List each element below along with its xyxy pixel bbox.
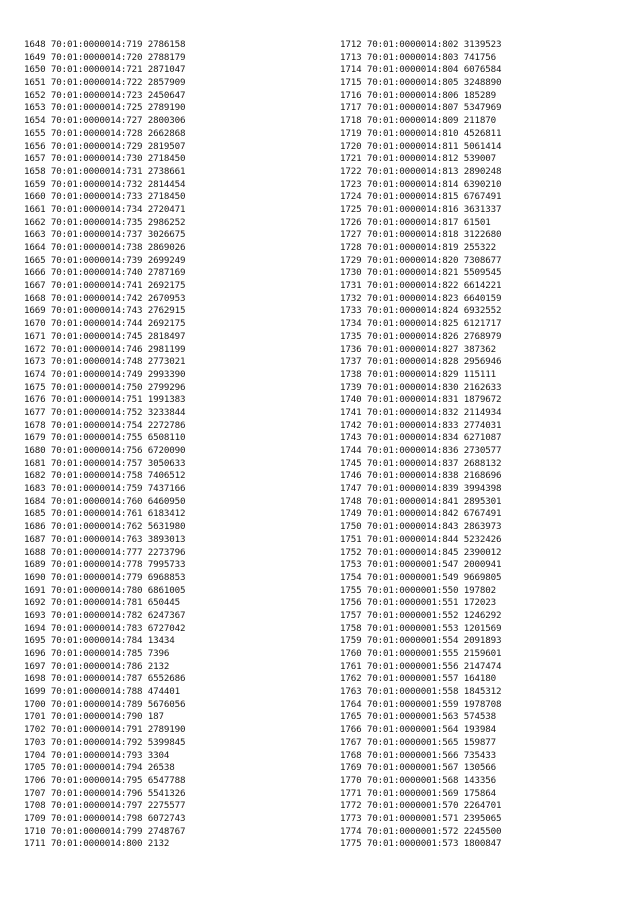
record-line: 1675 70:01:0000014:750 2799296 — [24, 381, 186, 393]
record-line: 1757 70:01:0000001:552 1246292 — [340, 609, 502, 621]
record-line: 1656 70:01:0000014:729 2819507 — [24, 140, 186, 152]
record-line: 1734 70:01:0000014:825 6121717 — [340, 318, 502, 330]
record-line: 1754 70:01:0000001:549 9669805 — [340, 571, 502, 583]
record-line: 1650 70:01:0000014:721 2871047 — [24, 64, 186, 76]
record-line: 1772 70:01:0000001:570 2264701 — [340, 800, 502, 812]
record-line: 1731 70:01:0000014:822 6614221 — [340, 280, 502, 292]
record-line: 1662 70:01:0000014:735 2986252 — [24, 216, 186, 228]
record-line: 1755 70:01:0000001:550 197802 — [340, 584, 497, 596]
record-line: 1671 70:01:0000014:745 2818497 — [24, 330, 186, 342]
record-line: 1709 70:01:0000014:798 6072743 — [24, 812, 186, 824]
record-line: 1661 70:01:0000014:734 2720471 — [24, 203, 186, 215]
record-line: 1690 70:01:0000014:779 6968853 — [24, 571, 186, 583]
record-line: 1763 70:01:0000001:558 1845312 — [340, 686, 502, 698]
record-line: 1714 70:01:0000014:804 6076584 — [340, 64, 502, 76]
record-line: 1721 70:01:0000014:812 539007 — [340, 153, 497, 165]
record-line: 1694 70:01:0000014:783 6727042 — [24, 622, 186, 634]
record-line: 1752 70:01:0000014:845 2390012 — [340, 546, 502, 558]
record-line: 1673 70:01:0000014:748 2773021 — [24, 356, 186, 368]
record-line: 1765 70:01:0000001:563 574538 — [340, 711, 497, 723]
record-line: 1718 70:01:0000014:809 211870 — [340, 115, 497, 127]
record-line: 1670 70:01:0000014:744 2692175 — [24, 318, 186, 330]
record-line: 1760 70:01:0000001:555 2159601 — [340, 648, 502, 659]
record-line: 1667 70:01:0000014:741 2692175 — [24, 280, 186, 292]
record-line: 1744 70:01:0000014:836 2730577 — [340, 445, 502, 456]
record-line: 1674 70:01:0000014:749 2993390 — [24, 368, 186, 380]
record-line: 1706 70:01:0000014:795 6547788 — [24, 774, 186, 786]
record-line: 1696 70:01:0000014:785 7396 — [24, 648, 170, 659]
record-line: 1768 70:01:0000001:566 735433 — [340, 749, 497, 761]
right-column — [340, 39, 501, 851]
record-line: 1666 70:01:0000014:740 2787169 — [24, 267, 186, 279]
record-line: 1774 70:01:0000001:572 2245500 — [340, 825, 502, 837]
record-line: 1713 70:01:0000014:803 741756 — [340, 51, 497, 63]
record-line: 1704 70:01:0000014:793 3304 — [24, 749, 170, 761]
record-line: 1743 70:01:0000014:834 6271087 — [340, 432, 502, 444]
record-line: 1677 70:01:0000014:752 3233844 — [24, 406, 186, 418]
record-line: 1764 70:01:0000001:559 1978708 — [340, 698, 502, 710]
record-line: 1746 70:01:0000014:838 2168696 — [340, 470, 502, 482]
record-line: 1699 70:01:0000014:788 474401 — [24, 686, 181, 698]
record-line: 1750 70:01:0000014:843 2863973 — [340, 521, 502, 533]
record-line: 1688 70:01:0000014:777 2273796 — [24, 546, 186, 558]
record-line: 1738 70:01:0000014:829 115111 — [340, 368, 497, 380]
record-line: 1655 70:01:0000014:728 2662868 — [24, 127, 186, 139]
record-line: 1773 70:01:0000001:571 2395065 — [340, 812, 502, 824]
record-line: 1651 70:01:0000014:722 2857909 — [24, 77, 186, 89]
record-line: 1761 70:01:0000001:556 2147474 — [340, 660, 502, 672]
record-line: 1715 70:01:0000014:805 3248890 — [340, 77, 502, 89]
record-line: 1724 70:01:0000014:815 6767491 — [340, 191, 502, 203]
record-line: 1762 70:01:0000001:557 164180 — [340, 673, 497, 685]
record-line: 1686 70:01:0000014:762 5631980 — [24, 521, 186, 533]
record-line: 1719 70:01:0000014:810 4526811 — [340, 127, 502, 139]
record-line: 1710 70:01:0000014:799 2748767 — [24, 825, 186, 837]
record-line: 1679 70:01:0000014:755 6508110 — [24, 432, 186, 444]
record-line: 1669 70:01:0000014:743 2762915 — [24, 305, 186, 317]
record-line: 1728 70:01:0000014:819 255322 — [340, 242, 497, 253]
record-line: 1775 70:01:0000001:573 1800847 — [340, 838, 502, 850]
record-line: 1672 70:01:0000014:746 2981199 — [24, 343, 186, 355]
record-line: 1767 70:01:0000001:565 159877 — [340, 736, 497, 748]
record-line: 1708 70:01:0000014:797 2275577 — [24, 800, 186, 812]
record-line: 1702 70:01:0000014:791 2789190 — [24, 724, 186, 736]
record-line: 1705 70:01:0000014:794 26538 — [24, 762, 175, 774]
record-line: 1727 70:01:0000014:818 3122680 — [340, 229, 502, 241]
record-line: 1771 70:01:0000001:569 175864 — [340, 787, 497, 799]
record-line: 1693 70:01:0000014:782 6247367 — [24, 609, 186, 621]
record-line: 1691 70:01:0000014:780 6861005 — [24, 584, 186, 596]
record-line: 1654 70:01:0000014:727 2800306 — [24, 115, 186, 127]
record-line: 1698 70:01:0000014:787 6552686 — [24, 673, 186, 685]
record-line: 1711 70:01:0000014:800 2132 — [24, 838, 170, 850]
record-line: 1707 70:01:0000014:796 5541326 — [24, 787, 186, 799]
record-line: 1685 70:01:0000014:761 6183412 — [24, 508, 186, 520]
record-line: 1766 70:01:0000001:564 193984 — [340, 724, 497, 736]
record-line: 1736 70:01:0000014:827 387362 — [340, 343, 497, 355]
record-line: 1769 70:01:0000001:567 130566 — [340, 762, 497, 774]
record-line: 1663 70:01:0000014:737 3026675 — [24, 229, 186, 241]
record-line: 1684 70:01:0000014:760 6460950 — [24, 495, 186, 507]
record-line: 1648 70:01:0000014:719 2786158 — [24, 39, 186, 50]
record-line: 1681 70:01:0000014:757 3050633 — [24, 457, 186, 469]
record-line: 1692 70:01:0000014:781 650445 — [24, 597, 181, 609]
record-line: 1753 70:01:0000001:547 2000941 — [340, 559, 502, 571]
record-line: 1717 70:01:0000014:807 5347969 — [340, 102, 502, 114]
record-line: 1665 70:01:0000014:739 2699249 — [24, 254, 186, 266]
record-line: 1700 70:01:0000014:789 5676056 — [24, 698, 186, 710]
record-line: 1653 70:01:0000014:725 2789190 — [24, 102, 186, 114]
record-line: 1745 70:01:0000014:837 2688132 — [340, 457, 502, 469]
record-line: 1697 70:01:0000014:786 2132 — [24, 660, 170, 672]
record-line: 1664 70:01:0000014:738 2869026 — [24, 242, 186, 253]
record-line: 1701 70:01:0000014:790 187 — [24, 711, 164, 723]
record-line: 1668 70:01:0000014:742 2670953 — [24, 292, 186, 304]
record-line: 1657 70:01:0000014:730 2718450 — [24, 153, 186, 165]
record-line: 1729 70:01:0000014:820 7308677 — [340, 254, 502, 266]
record-line: 1742 70:01:0000014:833 2774031 — [340, 419, 502, 431]
record-line: 1658 70:01:0000014:731 2738661 — [24, 165, 186, 177]
record-line: 1726 70:01:0000014:817 61501 — [340, 216, 491, 228]
record-line: 1712 70:01:0000014:802 3139523 — [340, 39, 502, 50]
record-line: 1703 70:01:0000014:792 5399845 — [24, 736, 186, 748]
record-line: 1720 70:01:0000014:811 5061414 — [340, 140, 502, 152]
record-line: 1689 70:01:0000014:778 7995733 — [24, 559, 186, 571]
record-line: 1683 70:01:0000014:759 7437166 — [24, 483, 186, 495]
record-line: 1652 70:01:0000014:723 2450647 — [24, 89, 186, 101]
record-line: 1649 70:01:0000014:720 2788179 — [24, 51, 186, 63]
record-line: 1725 70:01:0000014:816 3631337 — [340, 203, 502, 215]
record-line: 1770 70:01:0000001:568 143356 — [340, 774, 497, 786]
record-line: 1680 70:01:0000014:756 6720090 — [24, 445, 186, 456]
record-line: 1759 70:01:0000001:554 2091893 — [340, 635, 502, 647]
record-line: 1756 70:01:0000001:551 172023 — [340, 597, 497, 609]
record-line: 1676 70:01:0000014:751 1991383 — [24, 394, 186, 406]
record-line: 1737 70:01:0000014:828 2956946 — [340, 356, 502, 368]
record-line: 1723 70:01:0000014:814 6390210 — [340, 178, 502, 190]
record-line: 1733 70:01:0000014:824 6932552 — [340, 305, 502, 317]
record-line: 1730 70:01:0000014:821 5509545 — [340, 267, 502, 279]
record-line: 1659 70:01:0000014:732 2814454 — [24, 178, 186, 190]
record-line: 1722 70:01:0000014:813 2890248 — [340, 165, 502, 177]
record-line: 1751 70:01:0000014:844 5232426 — [340, 533, 502, 545]
record-line: 1678 70:01:0000014:754 2272786 — [24, 419, 186, 431]
record-line: 1758 70:01:0000001:553 1201569 — [340, 622, 502, 634]
record-line: 1695 70:01:0000014:784 13434 — [24, 635, 175, 647]
record-line: 1749 70:01:0000014:842 6767491 — [340, 508, 502, 520]
left-column — [24, 39, 185, 851]
record-line: 1747 70:01:0000014:839 3994398 — [340, 483, 502, 495]
record-line: 1735 70:01:0000014:826 2768979 — [340, 330, 502, 342]
record-line: 1740 70:01:0000014:831 1879672 — [340, 394, 502, 406]
record-line: 1682 70:01:0000014:758 7406512 — [24, 470, 186, 482]
record-line: 1716 70:01:0000014:806 185289 — [340, 89, 497, 101]
record-line: 1741 70:01:0000014:832 2114934 — [340, 406, 502, 418]
record-line: 1739 70:01:0000014:830 2162633 — [340, 381, 502, 393]
record-line: 1748 70:01:0000014:841 2895301 — [340, 495, 502, 507]
record-line: 1660 70:01:0000014:733 2718450 — [24, 191, 186, 203]
record-line: 1687 70:01:0000014:763 3893013 — [24, 533, 186, 545]
record-line: 1732 70:01:0000014:823 6640159 — [340, 292, 502, 304]
